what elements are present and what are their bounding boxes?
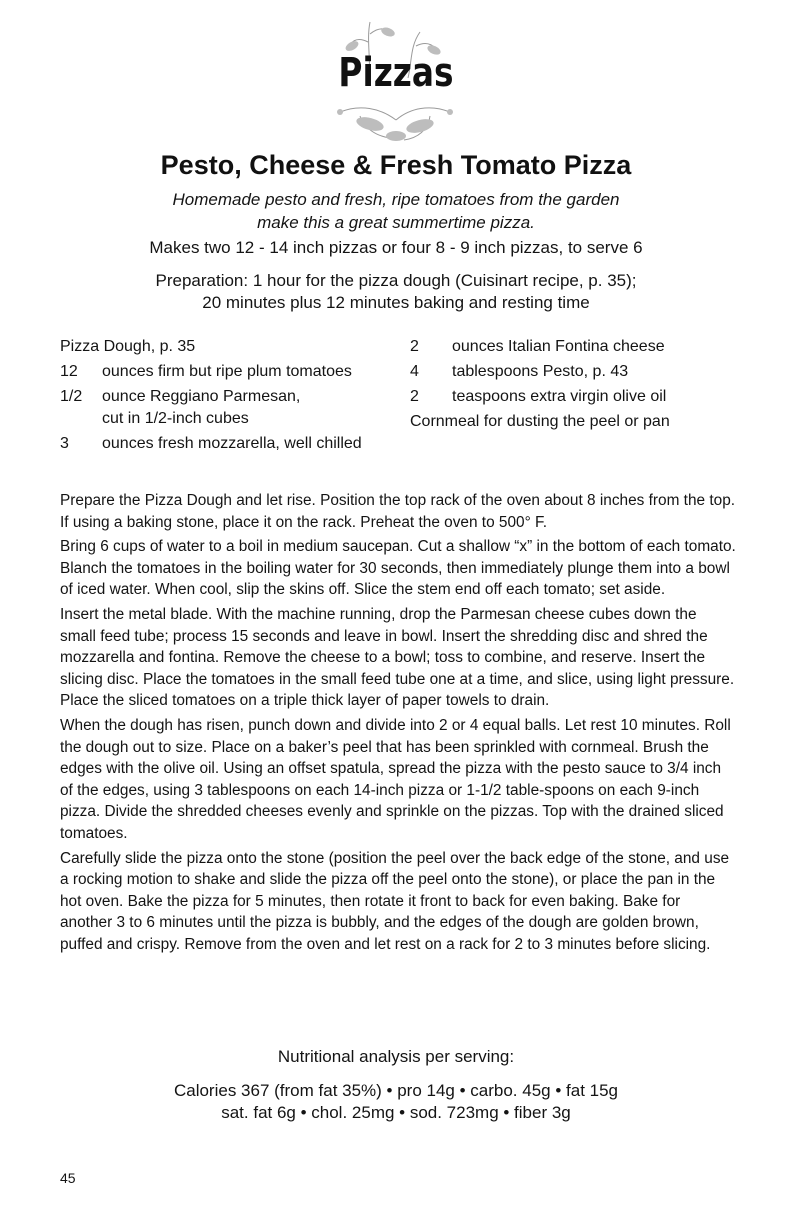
direction-paragraph: Carefully slide the pizza onto the stone (position the peel over the back edge of the stone, and use a rocking motion to shake and slide the pizza off the peel onto the stone), or place the pan in the hot oven. Bake the pizza for 5 minutes, then rotate it front to back for even baking. Bake for another 3 to 6 minutes until the pizza is bubbly, and the edges of the dough are golden brown, puffed and crispy. Remove from the oven and let rest on a rack for 2 to 3 minutes before slicing. <box>60 849 730 953</box>
prep-line: 20 minutes plus 12 minutes baking and resting time <box>202 293 590 312</box>
nutrition-facts <box>0 1080 792 1124</box>
ingredient-quantity: 4 <box>410 363 419 380</box>
direction-paragraph: When the dough has risen, punch down and divide into 2 or 4 equal balls. Let rest 10 minutes. Roll the dough out to size. Place on a baker’s peel that has been sprinkled with cornmeal. Brush the edges with the olive oil. Using an offset spatula, spread the pizza with the pesto sauce to 3/4 inch of the edges, using 3 tablespoons on each 14-inch pizza or 1-1/2 table-spoons on each 9-inch pizza. Divide the shredded cheeses evenly and sprinkle on the pizzas. Top with the drained sliced tomatoes. <box>60 716 731 842</box>
ingredient-text: tablespoons Pesto, p. 43 <box>452 363 629 380</box>
recipe-preparation <box>0 270 792 314</box>
ingredient-text: ounces firm but ripe plum tomatoes <box>102 363 352 380</box>
ingredient-item <box>60 361 390 383</box>
ingredient-item <box>410 386 730 408</box>
recipe-yield: Makes two 12 - 14 inch pizzas or four 8 - 9 inch pizzas, to serve 6 <box>149 238 643 257</box>
ingredient-quantity: 2 <box>410 338 419 355</box>
ingredients-right-column <box>410 336 730 436</box>
direction-paragraph: Prepare the Pizza Dough and let rise. Position the top rack of the oven about 8 inches from the top. If using a baking stone, place it on the rack. Preheat the oven to 500° F. <box>60 492 736 531</box>
ingredient-item: Cornmeal for dusting the peel or pan <box>410 413 670 430</box>
ingredient-text <box>102 386 390 430</box>
ingredient-text: teaspoons extra virgin olive oil <box>452 388 667 405</box>
ingredient-text-line: cut in 1/2-inch cubes <box>102 410 249 427</box>
ingredient-text: ounces Italian Fontina cheese <box>452 338 665 355</box>
ingredient-item: Pizza Dough, p. 35 <box>60 338 196 355</box>
direction-paragraph: Bring 6 cups of water to a boil in medium saucepan. Cut a shallow “x” in the bottom of each tomato. Blanch the tomatoes in the boiling water for 30 seconds, then immediately plunge them into a bowl of iced water. When cool, slip the skins off. Slice the stem end off each tomato; set aside. <box>60 538 736 599</box>
ingredient-item <box>60 386 390 430</box>
ingredient-text-line: ounce Reggiano Parmesan, <box>102 388 301 405</box>
ingredient-item <box>410 336 730 358</box>
ingredient-quantity: 3 <box>60 435 69 452</box>
ingredient-quantity: 12 <box>60 363 78 380</box>
ingredients-left-column <box>60 336 390 458</box>
section-title: Pizzas <box>338 50 454 96</box>
recipe-subtitle <box>0 188 792 234</box>
ingredient-quantity: 2 <box>410 388 419 405</box>
page-number: 45 <box>60 1170 76 1186</box>
nutrition-line: Calories 367 (from fat 35%) • pro 14g • carbo. 45g • fat 15g <box>173 1081 619 1100</box>
recipe-title: Pesto, Cheese & Fresh Tomato Pizza <box>160 150 632 180</box>
subtitle-line: make this a great summertime pizza. <box>257 213 535 232</box>
ingredient-item <box>60 433 390 455</box>
nutrition-heading: Nutritional analysis per serving: <box>277 1047 515 1066</box>
ingredient-text: ounces fresh mozzarella, well chilled <box>102 435 362 452</box>
recipe-directions <box>60 490 736 958</box>
nutrition-line: sat. fat 6g • chol. 25mg • sod. 723mg • fiber 3g <box>221 1103 571 1122</box>
prep-line: Preparation: 1 hour for the pizza dough (Cuisinart recipe, p. 35); <box>155 271 637 290</box>
ingredient-quantity: 1/2 <box>60 388 83 405</box>
ingredient-item <box>410 361 730 383</box>
direction-paragraph: Insert the metal blade. With the machine running, drop the Parmesan cheese cubes down the small feed tube; process 15 seconds and leave in bowl. Insert the shredding disc and shred the mozzarella and fontina. Remove the cheese to a bowl; toss to combine, and reserve. Insert the slicing disc. Place the tomatoes in the small feed tube one at a time, and slice, using light pressure. Place the sliced tomatoes on a triple thick layer of paper towels to drain. <box>60 605 735 710</box>
subtitle-line: Homemade pesto and fresh, ripe tomatoes from the garden <box>172 190 620 209</box>
